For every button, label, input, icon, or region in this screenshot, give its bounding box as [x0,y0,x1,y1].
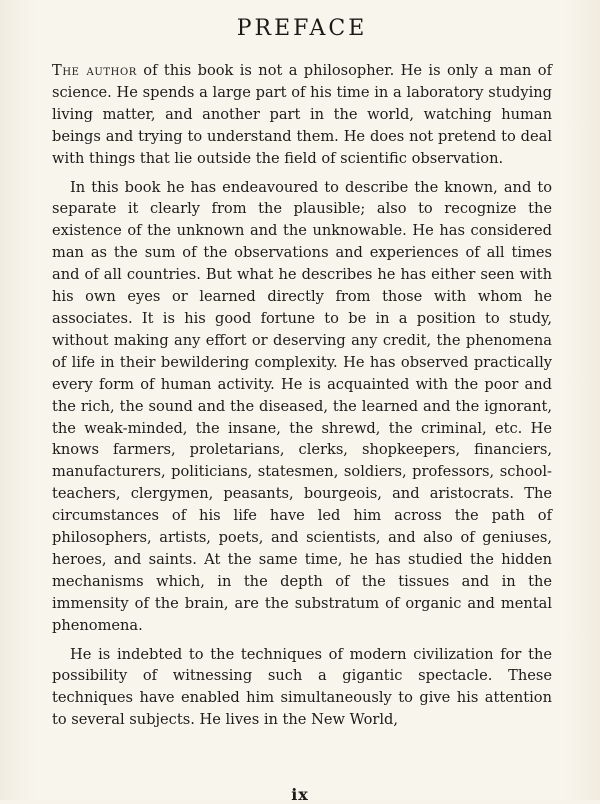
paragraph-text: of this book is not a philosopher. He is only a man of science. He spends a large part of his time in a laboratory studying living matter, and another part in the world, watching human beings and trying to understand them. He does not pretend to deal with things that lie outside the field of scientific observation. [52,62,552,167]
paragraph-1 [52,60,552,170]
page-title: PREFACE [236,16,368,41]
paragraph-text: He is indebted to the techniques of modern civilization for the possibility of witnessing such a gigantic spectacle. These techniques have enabled him simultaneously to give his attention to several subjects. He lives in the New World, [52,645,552,729]
paragraph-2 [52,177,552,637]
paragraph-lead: The author [52,62,137,79]
paragraph-text: In this book he has endeavoured to describe the known, and to separate it clearly from the plausible; also to recognize the existence of the unknown and the unknowable. He has considered man as the sum of the observations and experiences of all times and of all countries. But what he describes he has either seen with his own eyes or learned directly from those with whom he associates. It is his good fortune to be in a position to study, without making any effort or deserving any credit, the phenomena of life in their bewildering complexity. He has observed practically every form of human activity. He is acquainted with the poor and the rich, the sound and the diseased, the learned and the ignorant, the weak-minded, the insane, the shrewd, the criminal, etc. He knows farmers, proletarians, clerks, shopkeepers, financiers, manufacturers, politicians, statesmen, soldiers, professors, school-teachers, clergymen, peasants, bourgeois, and aristocrats. The circumstances of his life have led him across the path of philosophers, artists, poets, and scientists, and also of geniuses, heroes, and saints. At the same time, he has studied the hidden mechanisms which, in the depth of the tissues and in the immensity of the brain, are the substratum of organic and mental phenomena. [52,178,552,634]
paragraph-3 [52,644,552,732]
page-number: ix [291,785,309,804]
